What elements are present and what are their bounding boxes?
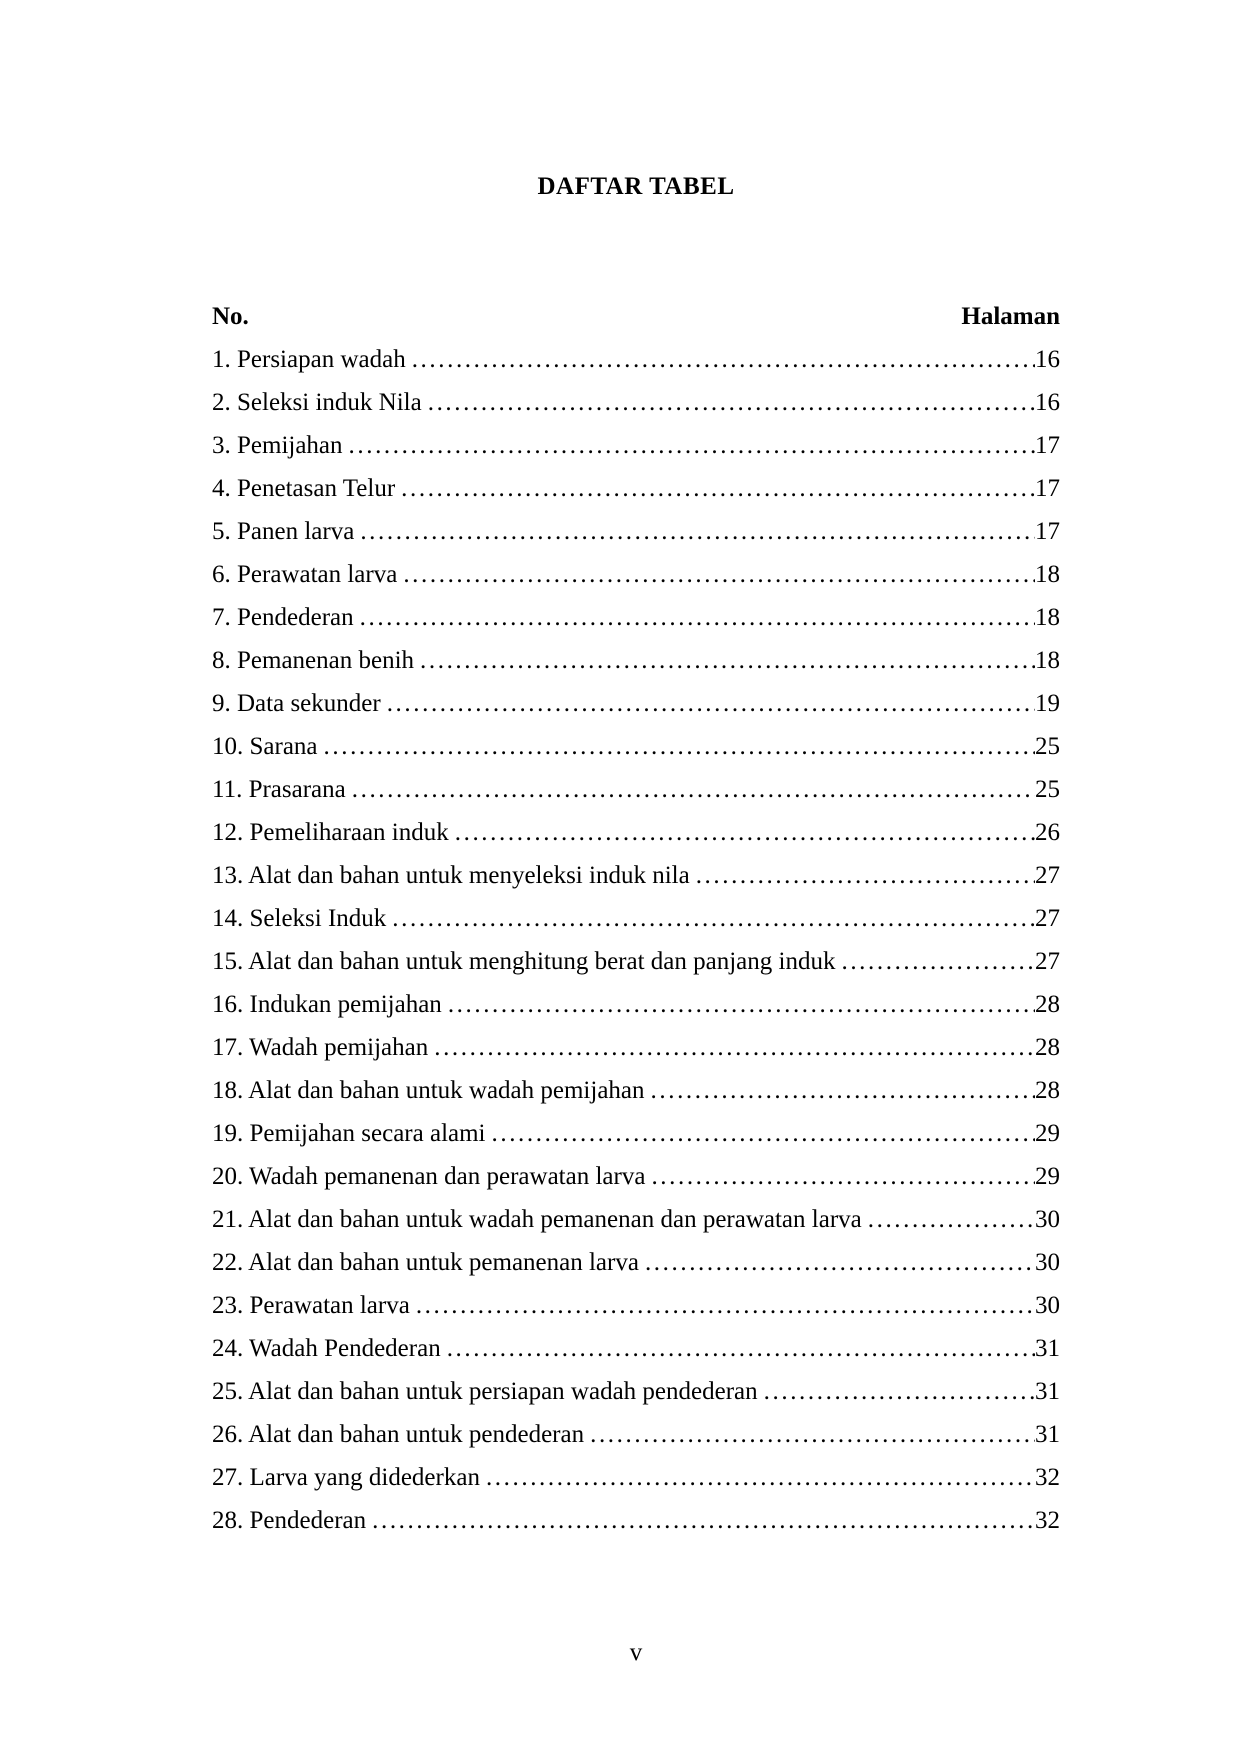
toc-entry	[212, 1198, 1060, 1241]
toc-entry-page: 17	[1035, 518, 1060, 545]
toc-leader-dots	[758, 1370, 1035, 1413]
toc-entry-label	[212, 1499, 366, 1542]
toc-entry	[212, 811, 1060, 854]
toc-leader-dots	[645, 1155, 1035, 1198]
toc-entry-text: Persiapan wadah	[230, 346, 406, 373]
toc-entry-page: 18	[1035, 561, 1060, 588]
toc-entry-number: 20.	[212, 1163, 244, 1190]
toc-entry-text: Wadah pemijahan	[243, 1034, 429, 1061]
toc-entry-page: 25	[1035, 776, 1060, 803]
column-header-no: No.	[212, 303, 249, 330]
toc-entry-number: 22.	[212, 1249, 244, 1276]
toc-entry-number: 14.	[212, 905, 244, 932]
toc-leader-dots	[441, 1327, 1035, 1370]
toc-entry	[212, 1069, 1060, 1112]
toc-entry-page: 27	[1035, 948, 1060, 975]
toc-entry-text: Alat dan bahan untuk persiapan wadah pendederan	[243, 1378, 758, 1405]
toc-entry	[212, 1413, 1060, 1456]
toc-entry-number: 17.	[212, 1034, 244, 1061]
table-of-tables	[212, 295, 1060, 1542]
toc-entry-number: 8.	[212, 647, 231, 674]
toc-entry-page: 16	[1035, 389, 1060, 416]
title-block	[212, 0, 1060, 202]
toc-entry-label	[212, 1155, 645, 1198]
toc-entry	[212, 725, 1060, 768]
toc-entry-page: 18	[1035, 647, 1060, 674]
toc-entry-page: 19	[1035, 690, 1060, 717]
toc-entry-label	[212, 1241, 639, 1284]
toc-leader-dots	[343, 424, 1035, 467]
toc-entry-label	[212, 1370, 758, 1413]
toc-leader-dots	[645, 1069, 1035, 1112]
toc-entry-number: 16.	[212, 991, 244, 1018]
toc-entry-label	[212, 467, 395, 510]
toc-leader-dots	[406, 338, 1035, 381]
toc-entry-text: Alat dan bahan untuk pendederan	[243, 1421, 585, 1448]
toc-entry-label	[212, 768, 346, 811]
toc-entry-page: 30	[1035, 1292, 1060, 1319]
toc-entry	[212, 510, 1060, 553]
toc-entry-label	[212, 725, 318, 768]
toc-entry-number: 9.	[212, 690, 231, 717]
toc-leader-dots	[381, 682, 1035, 725]
toc-entry	[212, 983, 1060, 1026]
toc-entry-number: 1.	[212, 346, 231, 373]
toc-entry	[212, 338, 1060, 381]
toc-entry-text: Seleksi Induk	[243, 905, 387, 932]
toc-leader-dots	[318, 725, 1035, 768]
toc-entry-text: Wadah pemanenan dan perawatan larva	[243, 1163, 646, 1190]
toc-entry-number: 13.	[212, 862, 244, 889]
toc-entry-text: Alat dan bahan untuk menyeleksi induk nila	[243, 862, 690, 889]
toc-entry-label	[212, 338, 406, 381]
toc-entry	[212, 1155, 1060, 1198]
toc-leader-dots	[410, 1284, 1035, 1327]
toc-leader-dots	[639, 1241, 1035, 1284]
toc-entry-text: Pemanenan benih	[230, 647, 415, 674]
toc-leader-dots	[584, 1413, 1035, 1456]
toc-entry	[212, 854, 1060, 897]
toc-entry-text: Pemijahan secara alami	[243, 1120, 486, 1147]
toc-entry	[212, 1026, 1060, 1069]
toc-leader-dots	[354, 596, 1035, 639]
toc-entry-text: Pendederan	[230, 604, 354, 631]
toc-entry-number: 28.	[212, 1507, 244, 1534]
toc-entry-page: 27	[1035, 862, 1060, 889]
toc-entry-text: Prasarana	[242, 776, 346, 803]
toc-entry-page: 30	[1035, 1249, 1060, 1276]
toc-entry	[212, 1456, 1060, 1499]
toc-entry-label	[212, 639, 414, 682]
toc-entry	[212, 1112, 1060, 1155]
toc-entry-text: Alat dan bahan untuk wadah pemijahan	[243, 1077, 645, 1104]
toc-entry-number: 25.	[212, 1378, 244, 1405]
toc-entry-number: 12.	[212, 819, 244, 846]
toc-entry-page: 32	[1035, 1464, 1060, 1491]
toc-entry-page: 26	[1035, 819, 1060, 846]
toc-entry-text: Alat dan bahan untuk pemanenan larva	[243, 1249, 639, 1276]
toc-entry-label	[212, 1284, 410, 1327]
toc-entry-label	[212, 596, 354, 639]
toc-entry-label	[212, 1112, 486, 1155]
toc-entry	[212, 1241, 1060, 1284]
toc-entry	[212, 467, 1060, 510]
toc-entry-text: Wadah Pendederan	[243, 1335, 441, 1362]
toc-entry-number: 18.	[212, 1077, 244, 1104]
toc-entry-text: Pemeliharaan induk	[243, 819, 449, 846]
toc-entry	[212, 1499, 1060, 1542]
toc-entry-number: 26.	[212, 1421, 244, 1448]
toc-entry-number: 23.	[212, 1292, 244, 1319]
toc-entry-page: 16	[1035, 346, 1060, 373]
toc-entry-text: Indukan pemijahan	[243, 991, 442, 1018]
toc-entry-label	[212, 381, 422, 424]
toc-entry-text: Penetasan Telur	[230, 475, 396, 502]
toc-entry-number: 15.	[212, 948, 244, 975]
toc-entry-label	[212, 1413, 584, 1456]
toc-entry-label	[212, 1026, 428, 1069]
toc-entry-number: 6.	[212, 561, 231, 588]
toc-entry-number: 11.	[212, 776, 243, 803]
toc-entry-label	[212, 1198, 862, 1241]
toc-entry-text: Pemijahan	[230, 432, 343, 459]
toc-entry-label	[212, 553, 397, 596]
toc-leader-dots	[480, 1456, 1035, 1499]
toc-leader-dots	[346, 768, 1035, 811]
toc-entry-page: 30	[1035, 1206, 1060, 1233]
toc-leader-dots	[397, 553, 1035, 596]
toc-entry-label	[212, 682, 381, 725]
toc-list	[212, 338, 1060, 1542]
toc-entry-label	[212, 1327, 441, 1370]
toc-entry-page: 28	[1035, 1034, 1060, 1061]
toc-entry-page: 31	[1035, 1335, 1060, 1362]
toc-leader-dots	[690, 854, 1035, 897]
toc-entry-number: 5.	[212, 518, 231, 545]
toc-entry-label	[212, 424, 343, 467]
toc-leader-dots	[835, 940, 1035, 983]
toc-leader-dots	[366, 1499, 1035, 1542]
toc-entry	[212, 553, 1060, 596]
toc-entry-text: Perawatan larva	[243, 1292, 410, 1319]
toc-entry-page: 25	[1035, 733, 1060, 760]
toc-leader-dots	[354, 510, 1035, 553]
toc-entry-number: 10.	[212, 733, 244, 760]
toc-leader-dots	[486, 1112, 1036, 1155]
page-number-footer: v	[629, 1639, 643, 1666]
toc-entry-page: 18	[1035, 604, 1060, 631]
toc-leader-dots	[442, 983, 1035, 1026]
toc-entry-number: 3.	[212, 432, 231, 459]
toc-leader-dots	[395, 467, 1035, 510]
toc-entry-label	[212, 1456, 480, 1499]
toc-entry	[212, 424, 1060, 467]
toc-entry-label	[212, 854, 690, 897]
toc-entry-text: Pendederan	[243, 1507, 367, 1534]
toc-entry-label	[212, 1069, 645, 1112]
toc-entry-label	[212, 811, 449, 854]
toc-entry	[212, 768, 1060, 811]
toc-entry-text: Seleksi induk Nila	[230, 389, 422, 416]
toc-entry-number: 4.	[212, 475, 231, 502]
toc-entry	[212, 596, 1060, 639]
toc-entry-text: Perawatan larva	[230, 561, 398, 588]
toc-entry-number: 7.	[212, 604, 231, 631]
toc-entry	[212, 381, 1060, 424]
toc-leader-dots	[386, 897, 1035, 940]
toc-entry-page: 29	[1035, 1163, 1060, 1190]
toc-entry-number: 19.	[212, 1120, 244, 1147]
toc-entry-page: 29	[1035, 1120, 1060, 1147]
toc-entry-number: 2.	[212, 389, 231, 416]
toc-entry-page: 28	[1035, 991, 1060, 1018]
page-title: DAFTAR TABEL	[537, 173, 735, 200]
toc-entry-text: Data sekunder	[230, 690, 381, 717]
toc-entry-text: Alat dan bahan untuk wadah pemanenan dan perawatan larva	[243, 1206, 862, 1233]
toc-leader-dots	[414, 639, 1035, 682]
toc-entry-page: 31	[1035, 1378, 1060, 1405]
toc-entry-text: Alat dan bahan untuk menghitung berat dan panjang induk	[243, 948, 836, 975]
toc-entry-number: 21.	[212, 1206, 244, 1233]
toc-leader-dots	[449, 811, 1035, 854]
toc-entry-number: 27.	[212, 1464, 244, 1491]
toc-entry	[212, 1327, 1060, 1370]
toc-entry-text: Panen larva	[230, 518, 355, 545]
toc-leader-dots	[862, 1198, 1035, 1241]
toc-entry	[212, 897, 1060, 940]
toc-entry-label	[212, 897, 386, 940]
toc-entry-page: 17	[1035, 475, 1060, 502]
toc-entry-label	[212, 940, 835, 983]
toc-entry-page: 31	[1035, 1421, 1060, 1448]
toc-leader-dots	[422, 381, 1035, 424]
toc-entry-number: 24.	[212, 1335, 244, 1362]
toc-entry-page: 27	[1035, 905, 1060, 932]
toc-entry-label	[212, 983, 442, 1026]
toc-header	[212, 295, 1060, 338]
toc-entry	[212, 940, 1060, 983]
toc-entry	[212, 1370, 1060, 1413]
toc-entry-text: Sarana	[243, 733, 318, 760]
toc-entry	[212, 682, 1060, 725]
toc-entry-text: Larva yang didederkan	[243, 1464, 480, 1491]
toc-entry-page: 28	[1035, 1077, 1060, 1104]
toc-entry-label	[212, 510, 354, 553]
toc-entry-page: 17	[1035, 432, 1060, 459]
column-header-halaman: Halaman	[961, 303, 1060, 330]
toc-entry	[212, 639, 1060, 682]
toc-entry-page: 32	[1035, 1507, 1060, 1534]
toc-leader-dots	[428, 1026, 1035, 1069]
toc-entry	[212, 1284, 1060, 1327]
